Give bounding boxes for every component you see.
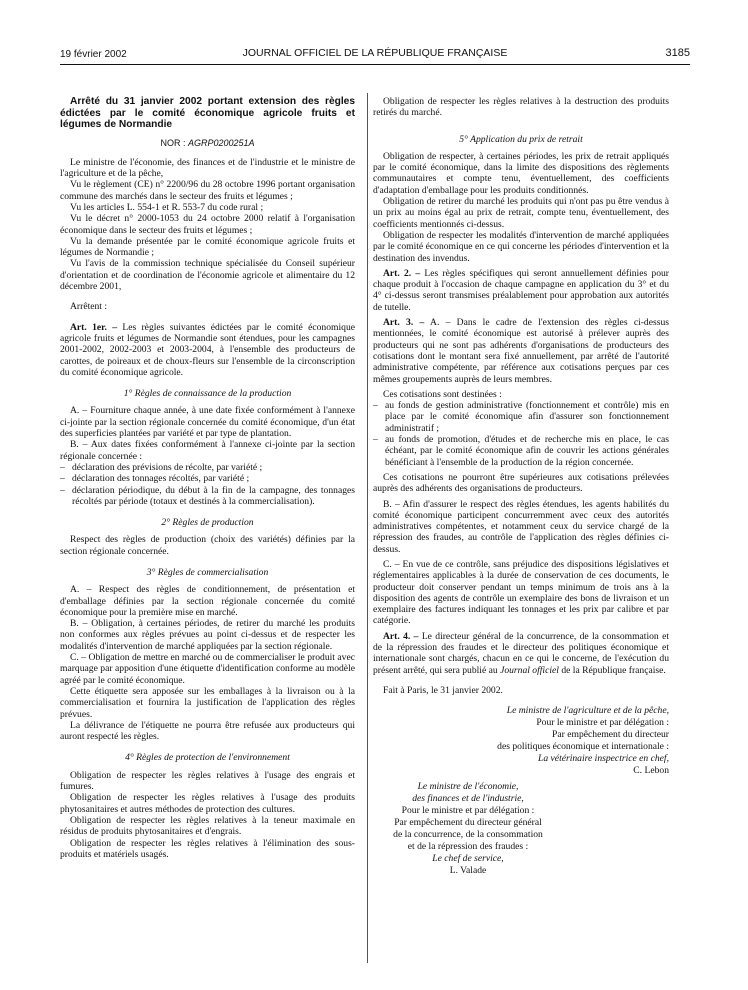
article-3: Art. 3. – A. – Dans le cadre de l'extension des règles ci-dessus mentionnées, le comité économique est autorisé à prélever auprès des producteurs qui ne sont pas adhérents d'organisations de producteurs des cotisations dont le montant sera fixé annuellement, par arrêté de l'autorité administrative compétente, par référence aux cotisations perçues par ces mêmes groupements auprès de leurs membres. (373, 317, 669, 385)
section-2-text: Respect des règles de production (choix des variétés) définies par la section régionale concernée. (60, 534, 355, 557)
section-3-a: A. – Respect des règles de conditionnement, de présentation et d'emballage définies par la section régionale concernée du comité économique pour la première mise en marché. (60, 584, 355, 618)
section-3-b: B. – Obligation, à certaines périodes, de retirer du marché les produits non conformes aux règles prévues au point ci-dessus et de respecter les modalités d'intervention de marché appliquées par la section régionale. (60, 618, 355, 652)
cotisations-intro: Ces cotisations sont destinées : (383, 388, 502, 400)
section-4-item: Obligation de respecter les règles relatives à l'usage des engrais et fumures. (60, 769, 355, 793)
article-1-label: Art. 1er. – (70, 321, 118, 333)
preamble (60, 157, 355, 293)
article-1: Art. 1er. – Les règles suivantes édictées par le comité économique agricole fruits et légumes de Normandie sont étendues, pour les campagnes 2001-2002, 2002-2003 et 2003-2004, à l'ensemble des producteurs de carottes, de poireaux et de choux-fleurs sur l'ensemble de la circonscription du comité économique agricole. (60, 321, 355, 378)
signature-economie: Le ministre de l'économie, des finances et de l'industrie, Pour le ministre et par délégation : Par empêchement du directeur général de la concurrence, de la consommation et de la répression des fraudes : Le chef de service, L. Valade (373, 781, 669, 877)
header-journal-title: JOURNAL OFFICIEL DE LA RÉPUBLIQUE FRANÇAISE (242, 47, 508, 59)
article-3-c: C. – En vue de ce contrôle, sans préjudice des dispositions législatives et réglementaires applicables à la durée de conservation de ces documents, le producteur doit conserver pendant un temps minimum de trois ans à la disposition des agents de contrôle un exemplaire des bons de livraison et un exemplaire des factures indiquant les tonnages et les prix par calibre et par catégorie. (373, 558, 669, 627)
signature-agriculture: Le ministre de l'agriculture et de la pêche, Pour le ministre et par délégation : Par empêchement du directeur des politiques économique et internationale : La vétérinaire inspectrice en chef, C. Lebon (373, 705, 669, 777)
list-item: – déclaration des prévisions de récolte, par variété ; (60, 462, 355, 473)
list-item: – au fonds de gestion administrative (fonctionnement et contrôle) mis en place par le comité économique afin d'assurer son fonctionnement administratif ; (373, 400, 669, 434)
list-item: – déclaration des tonnages récoltés, par variété ; (60, 473, 355, 484)
header-page-number: 3185 (665, 47, 690, 59)
section-3-title: 3° Règles de commercialisation (146, 567, 269, 578)
section-3-c: C. – Obligation de mettre en marché ou de commercialiser le produit avec marquage par apposition d'une étiquette d'identification conforme au modèle agréé par le comité économique. (60, 652, 355, 686)
preamble-line: Vu la demande présentée par le comité économique agricole fruits et légumes de Normandie ; (60, 235, 355, 259)
header-rule (60, 64, 690, 65)
column-divider (367, 93, 368, 963)
section-1-a: A. – Fourniture chaque année, à une date fixée conformément à l'annexe ci-jointe par la section régionale concernée du comité économique, d'un état des superficies plantées par variété et par type de plantation. (60, 405, 355, 440)
section-4-title: 4° Règles de protection de l'environnement (125, 752, 290, 764)
section-5-title: 5° Application du prix de retrait (459, 133, 583, 145)
preamble-line: Vu l'avis de la commission technique spécialisée du Conseil supérieur d'orientation et de coordination de l'économie agricole et alimentaire du 12 décembre 2001, (60, 258, 355, 293)
section-3-e: La délivrance de l'étiquette ne pourra être refusée aux producteurs qui auront respecté les règles. (60, 719, 355, 743)
right-column (373, 96, 669, 877)
section-4-item: Obligation de respecter les règles relatives à l'usage des produits phytosanitaires et autres méthodes de protection des cultures. (60, 792, 355, 815)
section-1-list (60, 462, 355, 507)
section-4-item: Obligation de respecter les règles relatives à l'élimination des sous-produits et matériels usagés. (60, 837, 355, 860)
decree-title: Arrêté du 31 janvier 2002 portant extension des règles édictées par le comité économique agricole fruits et légumes de Normandie (60, 96, 355, 130)
preamble-line: Vu les articles L. 554-1 et R. 553-7 du code rural ; (70, 201, 264, 213)
arretent-heading: Arrêtent : (70, 301, 108, 313)
section-4-item: Obligation de respecter les règles relatives à la teneur maximale en résidus de produits phytosanitaires et d'engrais. (60, 814, 355, 838)
list-item: – déclaration périodique, du début à la fin de la campagne, des tonnages récoltés par période (totaux et destinés à la commercialisation). (60, 485, 355, 508)
article-4-label: Art. 4. – (383, 630, 419, 642)
section-2-title: 2° Règles de production (161, 517, 254, 529)
list-item: – au fonds de promotion, d'études et de recherche mis en place, le cas échéant, par le comité économique afin de couvrir les actions générales bénéficiant à l'ensemble de la production de la région concernée. (373, 434, 669, 468)
section-5-item: Obligation de respecter les modalités d'intervention de marché appliquées par le comité économique en ce qui concerne les périodes d'intervention et la destination des invendus. (373, 229, 669, 264)
section-1-title: 1° Règles de connaissance de la production (123, 388, 292, 400)
signatory-name: C. Lebon (633, 765, 669, 777)
preamble-line: Le ministre de l'économie, des finances et de l'industrie et le ministre de l'agriculture et de la pêche, (60, 156, 355, 180)
section-5-item: Obligation de retirer du marché les produits qui n'ont pas pu être vendus à un prix au moins égal au prix de retrait, compte tenu, éventuellement, des coefficients mentionnés ci-dessus. (373, 196, 669, 230)
preamble-line: Vu le règlement (CE) n° 2200/96 du 28 octobre 1996 portant organisation commune des marchés dans le secteur des fruits et légumes ; (60, 179, 355, 202)
article-2: Art. 2. – Les règles spécifiques qui seront annuellement définies pour chaque produit à l'occasion de chaque campagne en application du 3° et du 4° ci-dessus seront transmises préalablement pour approbation aux autorités de tutelle. (373, 267, 669, 313)
signatory-name: L. Valade (449, 865, 487, 877)
article-4: Art. 4. – Le directeur général de la concurrence, de la consommation et de la répression des fraudes et le directeur des politiques économique et internationale sont chargés, chacun en ce qui le concerne, de l'exécution du présent arrêté, qui sera publié au Journal officiel de la République française. (373, 630, 669, 676)
left-column (60, 96, 355, 860)
header-date: 19 février 2002 (60, 49, 127, 60)
fait-a-paris: Fait à Paris, le 31 janvier 2002. (383, 684, 503, 696)
article-3-label: Art. 3. – (383, 317, 425, 329)
article-3-b: B. – Afin d'assurer le respect des règles étendues, les agents habilités du comité économique participent concurremment avec ceux des autorités administratives compétentes, et notamment ceux du service chargé de la répression des fraudes, au contrôle de l'application des règles définies ci-dessus. (373, 498, 669, 555)
page-header (60, 47, 690, 63)
section-5-item: Obligation de respecter, à certaines périodes, les prix de retrait appliqués par le comité économique, dans la limite des dispositions des règlements communautaires et compte tenu, éventuellement, des coefficients d'adaptation d'emballage pour les produits conditionnés. (373, 150, 669, 196)
section-4-continued: Obligation de respecter les règles relatives à la destruction des produits retirés du marché. (373, 96, 669, 119)
article-2-label: Art. 2. – (383, 267, 421, 279)
section-3-d: Cette étiquette sera apposée sur les emballages à la livraison ou à la commercialisation et fournira la justification de l'application des règles prévues. (60, 685, 355, 720)
cotisations-list (373, 400, 669, 468)
section-1-b: B. – Aux dates fixées conformément à l'annexe ci-jointe par la section régionale concernée : (60, 439, 355, 462)
nor-reference: NOR : AGRP0200251A (160, 137, 255, 148)
preamble-line: Vu le décret n° 2000-1053 du 24 octobre 2000 relatif à l'organisation économique dans le secteur des fruits et légumes ; (60, 213, 355, 236)
cotisations-end: Ces cotisations ne pourront être supérieures aux cotisations prélevées auprès des adhérents des organisations de producteurs. (373, 471, 669, 495)
